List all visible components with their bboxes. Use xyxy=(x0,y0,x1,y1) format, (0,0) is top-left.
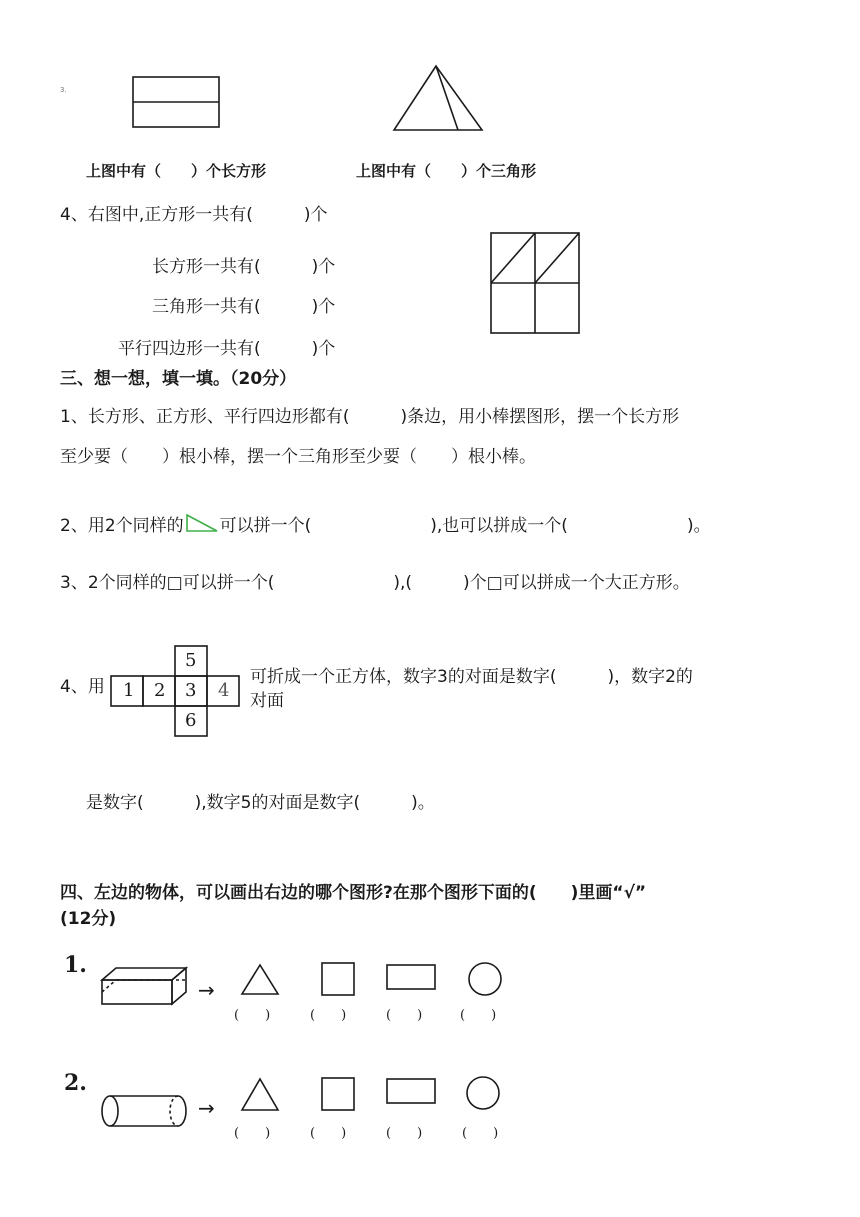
rectangle-icon xyxy=(384,962,440,994)
item-2-answer-rectangle[interactable]: ( ) xyxy=(386,1126,423,1141)
item-2-answer-square[interactable]: ( ) xyxy=(310,1126,347,1141)
circle-icon xyxy=(464,1074,504,1114)
section-3-q2-suffix: 可以拼一个( ),也可以拼成一个( )。 xyxy=(219,516,711,536)
rectangle-count-question: 上图中有（ ）个长方形 xyxy=(86,162,267,180)
item-1-arrow: → xyxy=(198,978,215,1002)
section-3-q1-line-2: 至少要（ ）根小棒，摆一个三角形至少要（ ）根小棒。 xyxy=(60,447,536,467)
parallelogram-count-line: 平行四边形一共有( )个 xyxy=(118,339,336,359)
item-2-answer-circle[interactable]: ( ) xyxy=(462,1126,499,1141)
circle-icon xyxy=(466,960,506,1000)
item-1-label: 1. xyxy=(64,952,87,978)
tiny-question-number: 3. xyxy=(60,86,67,94)
section-3-q1-line-1: 1、长方形、正方形、平行四边形都有( )条边，用小棒摆图形，摆一个长方形 xyxy=(60,407,680,427)
triangle-icon xyxy=(238,962,282,998)
section-3-q4-text-2: 对面 xyxy=(250,691,284,711)
cylinder-object-icon xyxy=(98,1092,192,1132)
item-1-answer-triangle[interactable]: ( ) xyxy=(234,1008,271,1023)
item-1-answer-rectangle[interactable]: ( ) xyxy=(386,1008,423,1023)
item-1-answer-circle[interactable]: ( ) xyxy=(460,1008,497,1023)
item-2-arrow: → xyxy=(198,1096,215,1120)
rectangle-icon xyxy=(384,1076,440,1108)
triangle-count-line: 三角形一共有( )个 xyxy=(152,297,336,317)
section-3-q2-prefix: 2、用2个同样的 xyxy=(60,516,184,536)
triangle-figure xyxy=(390,62,488,136)
section-3-q4-prefix: 4、用 xyxy=(60,677,105,697)
box-object-icon xyxy=(96,962,192,1010)
section-3-heading: 三、想一想，填一填。（20分） xyxy=(60,369,297,389)
item-2-answer-triangle[interactable]: ( ) xyxy=(234,1126,271,1141)
net-number-3: 3 xyxy=(185,680,197,701)
triangle-count-question: 上图中有（ ）个三角形 xyxy=(356,162,537,180)
net-number-1: 1 xyxy=(123,680,135,701)
section-4-heading: 四、左边的物体，可以画出右边的哪个图形?在那个图形下面的( )里画“√” xyxy=(60,883,647,903)
section-3-q4-text-1: 可折成一个正方体，数字3的对面是数字( )，数字2的 xyxy=(250,667,693,687)
net-number-2: 2 xyxy=(154,680,166,701)
square-count-question: 4、右图中,正方形一共有( )个 xyxy=(60,205,328,225)
section-4-score: (12分) xyxy=(60,909,117,929)
rectangle-count-line: 长方形一共有( )个 xyxy=(152,257,336,277)
item-1-answer-square[interactable]: ( ) xyxy=(310,1008,347,1023)
net-number-6: 6 xyxy=(185,710,197,731)
net-number-4: 4 xyxy=(218,680,230,701)
section-3-q2 xyxy=(60,512,711,537)
section-3-q3: 3、2个同样的□可以拼一个( ),( )个□可以拼成一个大正方形。 xyxy=(60,573,690,593)
net-number-5: 5 xyxy=(185,650,197,671)
grid-figure xyxy=(486,228,586,338)
rectangle-figure xyxy=(128,72,224,132)
square-icon xyxy=(318,1074,358,1114)
square-icon xyxy=(318,960,358,998)
right-triangle-icon xyxy=(184,512,220,534)
section-3-q4-line-2: 是数字( ),数字5的对面是数字( )。 xyxy=(86,793,435,813)
item-2-label: 2. xyxy=(64,1070,87,1096)
cube-net-figure xyxy=(108,644,244,738)
triangle-icon xyxy=(238,1076,282,1114)
